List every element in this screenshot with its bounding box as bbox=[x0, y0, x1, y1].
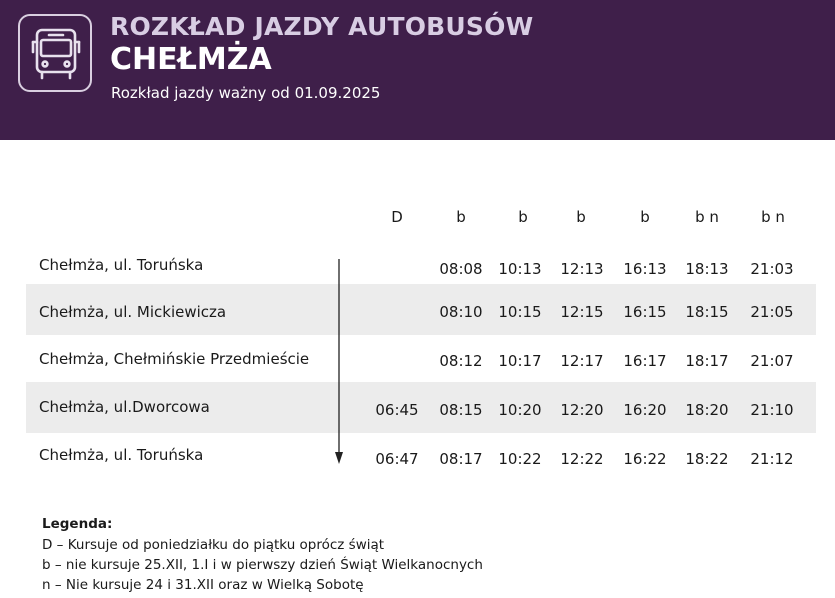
time-cell: 21:05 bbox=[750, 303, 794, 321]
time-cell: 10:22 bbox=[498, 450, 542, 468]
time-cell: 16:20 bbox=[623, 401, 667, 419]
time-cell: 18:13 bbox=[685, 260, 729, 278]
time-cell: 08:17 bbox=[439, 450, 483, 468]
direction-arrow-icon bbox=[333, 259, 345, 465]
time-cell: 21:12 bbox=[750, 450, 794, 468]
time-cell: 21:03 bbox=[750, 260, 794, 278]
table-row bbox=[26, 335, 816, 382]
legend bbox=[42, 516, 483, 595]
time-cell: 16:13 bbox=[623, 260, 667, 278]
column-headers bbox=[0, 208, 835, 232]
time-cell: 08:12 bbox=[439, 352, 483, 370]
column-header: b bbox=[576, 208, 586, 226]
bus-logo bbox=[18, 14, 92, 92]
time-cell: 10:17 bbox=[498, 352, 542, 370]
column-header: D bbox=[391, 208, 403, 226]
time-cell: 16:15 bbox=[623, 303, 667, 321]
stop-name: Chełmża, ul.Dworcowa bbox=[39, 398, 210, 416]
time-cell: 10:13 bbox=[498, 260, 542, 278]
time-cell: 08:10 bbox=[439, 303, 483, 321]
time-cell: 21:10 bbox=[750, 401, 794, 419]
time-cell: 21:07 bbox=[750, 352, 794, 370]
validity-date: Rozkład jazdy ważny od 01.09.2025 bbox=[111, 84, 381, 102]
header-subtitle: ROZKŁAD JAZDY AUTOBUSÓW bbox=[110, 12, 534, 41]
time-cell: 18:15 bbox=[685, 303, 729, 321]
time-cell: 10:20 bbox=[498, 401, 542, 419]
column-header: b n bbox=[761, 208, 785, 226]
header-banner bbox=[0, 0, 835, 140]
column-header: b bbox=[640, 208, 650, 226]
page-title: CHEŁMŻA bbox=[110, 42, 272, 77]
legend-item: b – nie kursuje 25.XII, 1.I i w pierwszy dzień Świąt Wielkanocnych bbox=[42, 557, 483, 573]
column-header: b bbox=[518, 208, 528, 226]
stop-name: Chełmża, ul. Toruńska bbox=[39, 256, 204, 274]
legend-title: Legenda: bbox=[42, 516, 113, 532]
time-cell: 16:22 bbox=[623, 450, 667, 468]
time-cell: 12:22 bbox=[560, 450, 604, 468]
time-cell: 12:17 bbox=[560, 352, 604, 370]
stop-name: Chełmża, Chełmińskie Przedmieście bbox=[39, 350, 310, 368]
column-header: b n bbox=[695, 208, 719, 226]
time-cell: 10:15 bbox=[498, 303, 542, 321]
legend-item: n – Nie kursuje 24 i 31.XII oraz w Wielką Sobotę bbox=[42, 577, 364, 593]
time-cell: 12:15 bbox=[560, 303, 604, 321]
table-row bbox=[26, 433, 816, 481]
time-cell: 18:17 bbox=[685, 352, 729, 370]
time-cell: 08:15 bbox=[439, 401, 483, 419]
table-row bbox=[26, 284, 816, 335]
bus-icon bbox=[29, 26, 83, 82]
time-cell: 12:20 bbox=[560, 401, 604, 419]
time-cell: 06:45 bbox=[375, 401, 419, 419]
time-cell: 12:13 bbox=[560, 260, 604, 278]
table-row bbox=[26, 382, 816, 433]
time-cell: 18:22 bbox=[685, 450, 729, 468]
time-cell: 18:20 bbox=[685, 401, 729, 419]
stop-name: Chełmża, ul. Toruńska bbox=[39, 446, 204, 464]
time-cell: 08:08 bbox=[439, 260, 483, 278]
time-cell: 16:17 bbox=[623, 352, 667, 370]
stop-name: Chełmża, ul. Mickiewicza bbox=[39, 303, 227, 321]
time-cell: 06:47 bbox=[375, 450, 419, 468]
legend-item: D – Kursuje od poniedziałku do piątku oprócz świąt bbox=[42, 537, 385, 553]
column-header: b bbox=[456, 208, 466, 226]
